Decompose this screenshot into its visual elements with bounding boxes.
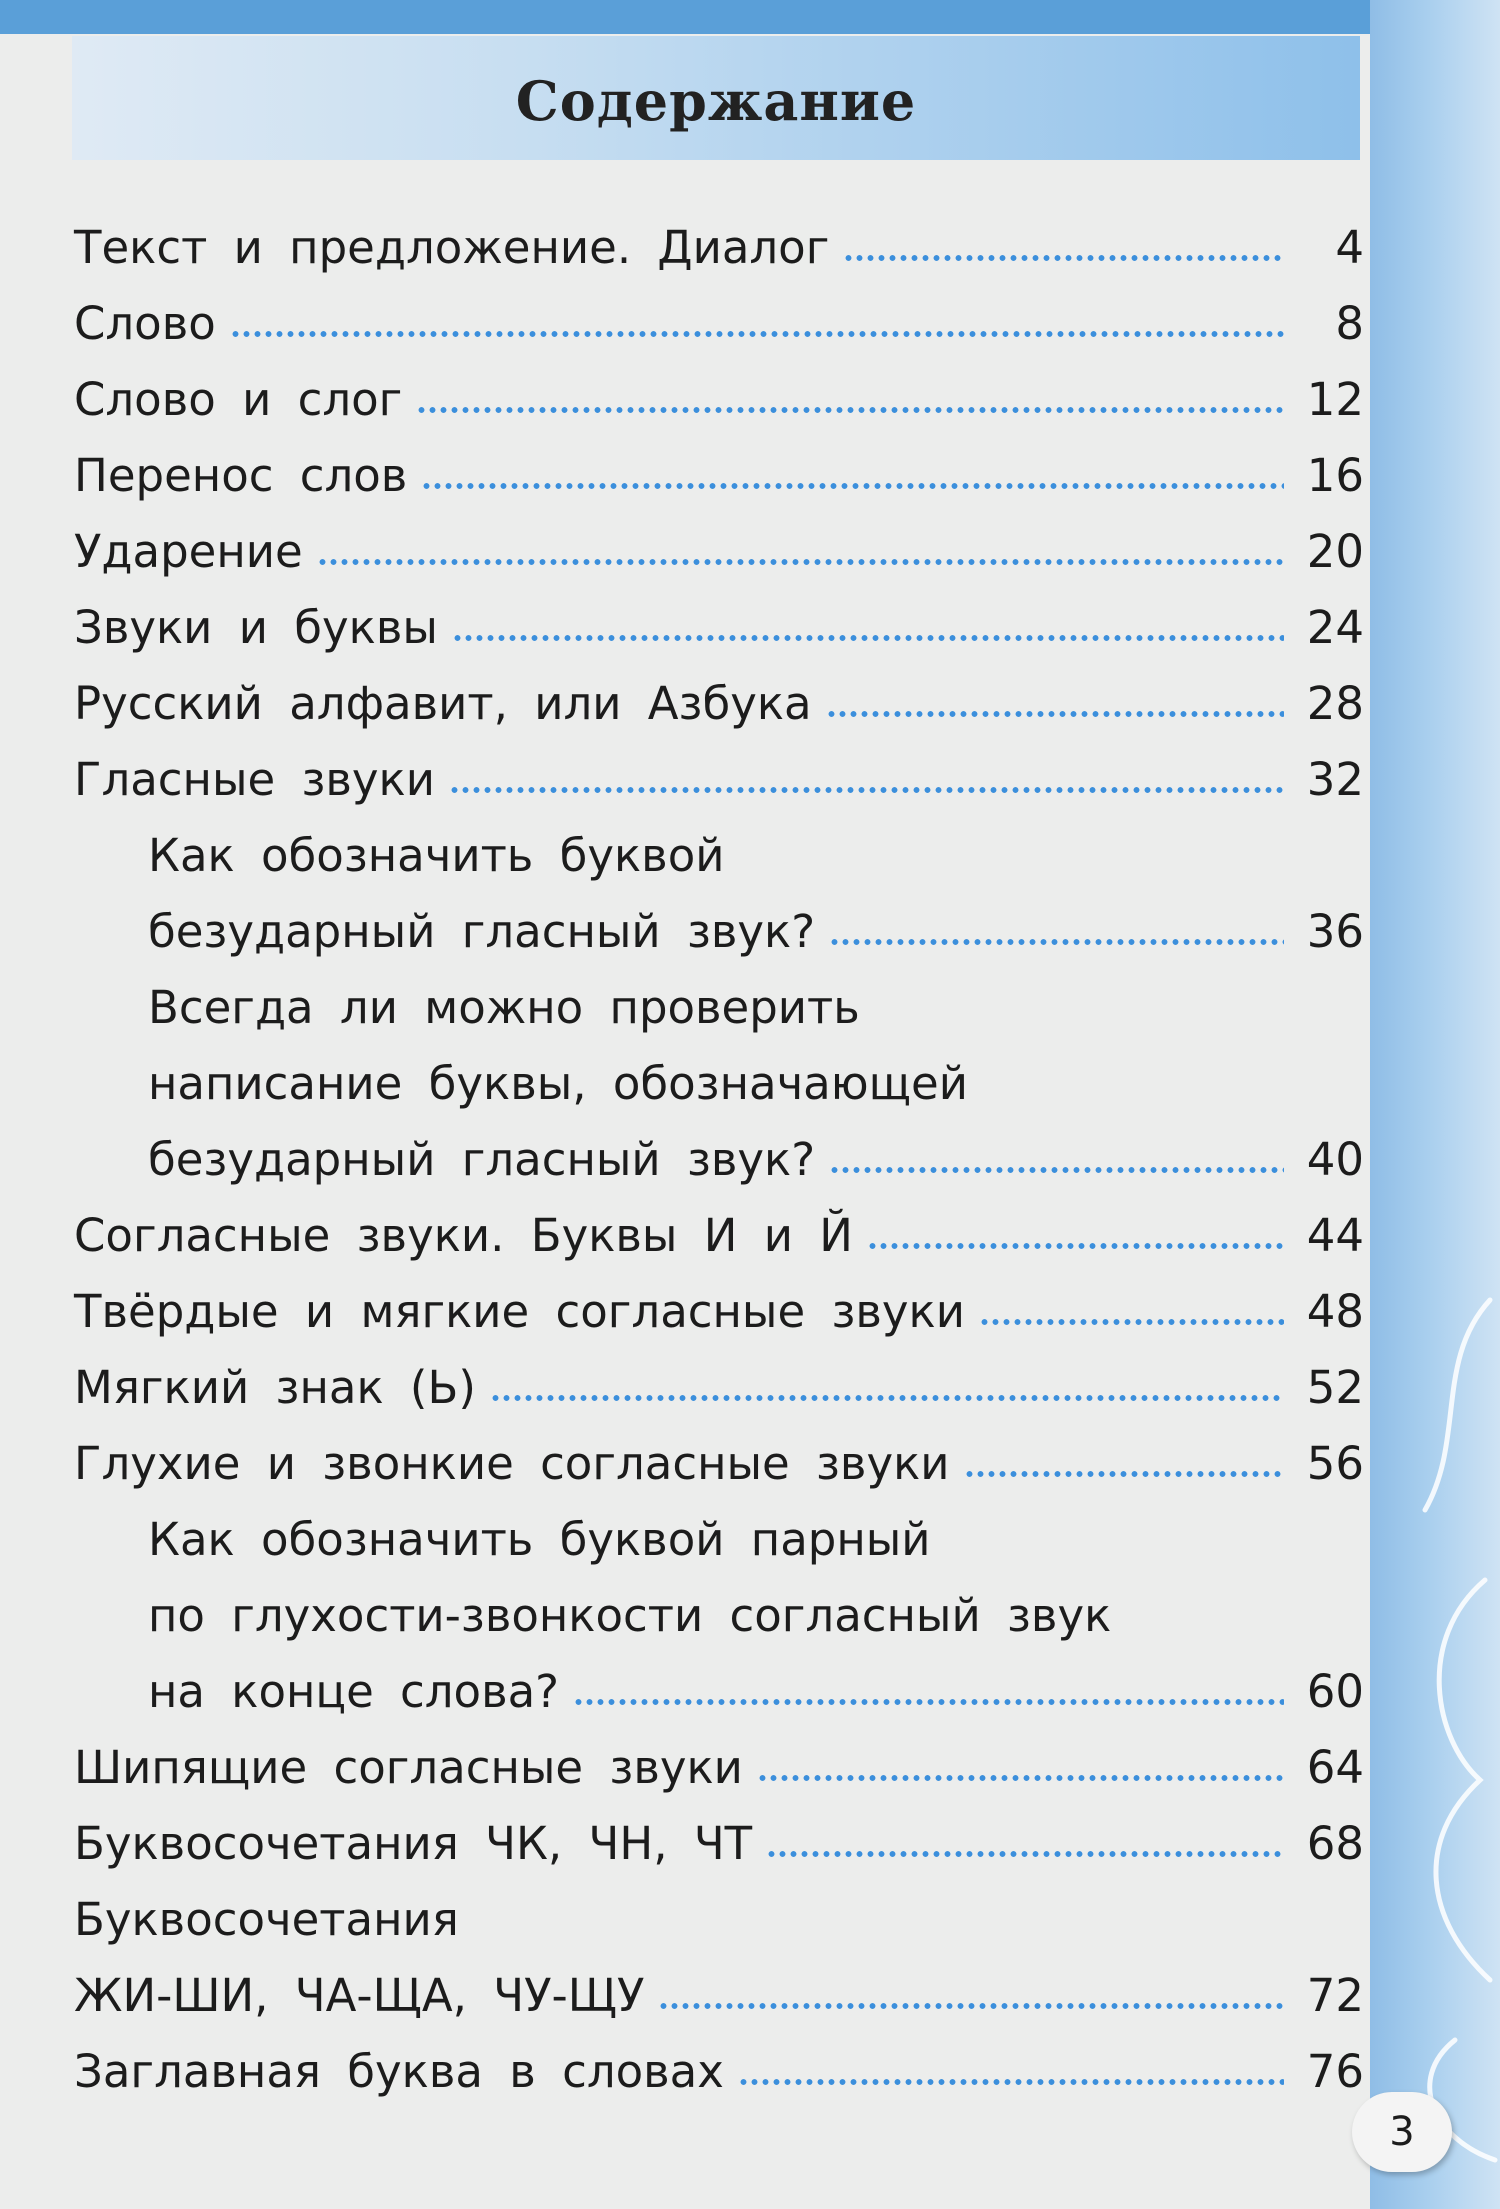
toc-entry-title: Заглавная буква в словах <box>74 2045 724 2098</box>
dot-leader <box>317 558 1284 566</box>
toc-entry <box>74 818 1364 970</box>
toc-entry-title: Текст и предложение. Диалог <box>74 221 830 274</box>
dot-leader <box>452 634 1284 642</box>
dot-leader <box>416 406 1284 414</box>
dot-leader <box>964 1470 1284 1478</box>
page-number-badge <box>1352 2092 1452 2172</box>
toc-entry-title: Буквосочетания ЧК, ЧН, ЧТ <box>74 1817 753 1870</box>
toc-entry <box>74 1350 1364 1426</box>
toc-entry <box>74 362 1364 438</box>
dot-leader <box>829 938 1284 946</box>
toc-entry-title: Твёрдые и мягкие согласные звуки <box>74 1285 965 1338</box>
toc-entry-row <box>74 1426 1364 1502</box>
toc-entry-page-number: 68 <box>1306 1817 1364 1870</box>
toc-entry-page-number: 36 <box>1306 905 1364 958</box>
toc-entry-row <box>74 438 1364 514</box>
dot-leader <box>867 1242 1284 1250</box>
dot-leader <box>843 254 1284 262</box>
dot-leader <box>449 786 1284 794</box>
dot-leader <box>766 1850 1284 1858</box>
toc-entry-page-number: 56 <box>1306 1437 1364 1490</box>
toc-entry-page-number: 28 <box>1306 677 1364 730</box>
toc-entry-row <box>74 666 1364 742</box>
toc-entry-title: безударный гласный звук? <box>148 905 816 958</box>
toc-entry <box>74 2034 1364 2110</box>
toc-entry-page-number: 72 <box>1306 1969 1364 2022</box>
toc-entry <box>74 742 1364 818</box>
toc-entry-title: Ударение <box>74 525 303 578</box>
page-title: Содержание <box>515 69 917 133</box>
dot-leader <box>826 710 1284 718</box>
dot-leader <box>979 1318 1284 1326</box>
dot-leader <box>490 1394 1284 1402</box>
toc-entry-title-line: Буквосочетания <box>74 1893 459 1946</box>
toc-entry <box>74 286 1364 362</box>
toc-entry-title: Шипящие согласные звуки <box>74 1741 743 1794</box>
toc-entry <box>74 1274 1364 1350</box>
dot-leader <box>658 2002 1284 2010</box>
decorative-script-flourish <box>1395 1280 1500 2180</box>
toc-entry <box>74 514 1364 590</box>
top-strip <box>0 0 1370 34</box>
toc-entry-title-line: Всегда ли можно проверить <box>148 981 860 1034</box>
toc-entry-title: безударный гласный звук? <box>148 1133 816 1186</box>
toc-entry-row <box>74 210 1364 286</box>
toc-entry-row <box>74 1274 1364 1350</box>
toc-entry-page-number: 64 <box>1306 1741 1364 1794</box>
toc-entry-title: Гласные звуки <box>74 753 435 806</box>
toc-entry-page-number: 4 <box>1335 221 1364 274</box>
toc-entry-row <box>74 514 1364 590</box>
toc-entry-row <box>74 286 1364 362</box>
toc-entry <box>74 1882 1364 2034</box>
dot-leader <box>230 330 1284 338</box>
toc-entry-page-number: 8 <box>1335 297 1364 350</box>
toc-entry <box>74 666 1364 742</box>
toc-entry <box>74 1502 1364 1730</box>
toc-entry-title-line: написание буквы, обозначающей <box>148 1057 968 1110</box>
toc-entry-title: на конце слова? <box>148 1665 560 1718</box>
toc-entry <box>74 1730 1364 1806</box>
toc-entry-title: Слово <box>74 297 216 350</box>
toc-entry-row <box>74 1806 1364 1882</box>
toc-entry <box>74 970 1364 1198</box>
toc-entry-page-number: 76 <box>1306 2045 1364 2098</box>
toc-entry-title-line: Как обозначить буквой <box>148 829 725 882</box>
toc-entry <box>74 438 1364 514</box>
toc-header <box>72 36 1360 160</box>
dot-leader <box>757 1774 1284 1782</box>
toc-entry-title: Мягкий знак (Ь) <box>74 1361 476 1414</box>
toc-entry <box>74 1198 1364 1274</box>
toc-entry-row <box>74 590 1364 666</box>
toc-entry <box>74 1426 1364 1502</box>
toc-entry-row <box>74 1198 1364 1274</box>
page-number: 3 <box>1389 2109 1415 2155</box>
dot-leader <box>829 1166 1284 1174</box>
toc-entry-page-number: 60 <box>1306 1665 1364 1718</box>
table-of-contents <box>74 210 1364 2110</box>
toc-entry-row <box>74 1654 1364 1730</box>
toc-entry-page-number: 44 <box>1306 1209 1364 1262</box>
toc-entry-title-line: по глухости-звонкости согласный звук <box>148 1589 1112 1642</box>
toc-entry-page-number: 52 <box>1306 1361 1364 1414</box>
toc-entry-row <box>74 1730 1364 1806</box>
toc-entry-page-number: 16 <box>1306 449 1364 502</box>
toc-entry-title: Звуки и буквы <box>74 601 438 654</box>
toc-entry-title: Слово и слог <box>74 373 403 426</box>
toc-entry <box>74 210 1364 286</box>
toc-entry-row <box>74 2034 1364 2110</box>
toc-entry-title: Согласные звуки. Буквы И и Й <box>74 1209 853 1262</box>
toc-entry-page-number: 12 <box>1306 373 1364 426</box>
toc-entry-title-line: Как обозначить буквой парный <box>148 1513 931 1566</box>
toc-entry-row <box>74 1350 1364 1426</box>
dot-leader <box>573 1698 1284 1706</box>
toc-entry-page-number: 32 <box>1306 753 1364 806</box>
toc-entry-row <box>74 1122 1364 1198</box>
dot-leader <box>421 482 1284 490</box>
toc-entry-title: ЖИ-ШИ, ЧА-ЩА, ЧУ-ЩУ <box>74 1969 645 2022</box>
toc-entry-row <box>74 1958 1364 2034</box>
dot-leader <box>738 2078 1284 2086</box>
toc-entry-row <box>74 742 1364 818</box>
toc-entry-page-number: 24 <box>1306 601 1364 654</box>
toc-entry-page-number: 20 <box>1306 525 1364 578</box>
toc-entry <box>74 1806 1364 1882</box>
toc-entry-title: Перенос слов <box>74 449 408 502</box>
toc-entry-title: Русский алфавит, или Азбука <box>74 677 812 730</box>
toc-entry-row <box>74 362 1364 438</box>
toc-entry-title: Глухие и звонкие согласные звуки <box>74 1437 950 1490</box>
toc-entry-page-number: 48 <box>1306 1285 1364 1338</box>
toc-entry-row <box>74 894 1364 970</box>
toc-entry-page-number: 40 <box>1306 1133 1364 1186</box>
toc-entry <box>74 590 1364 666</box>
